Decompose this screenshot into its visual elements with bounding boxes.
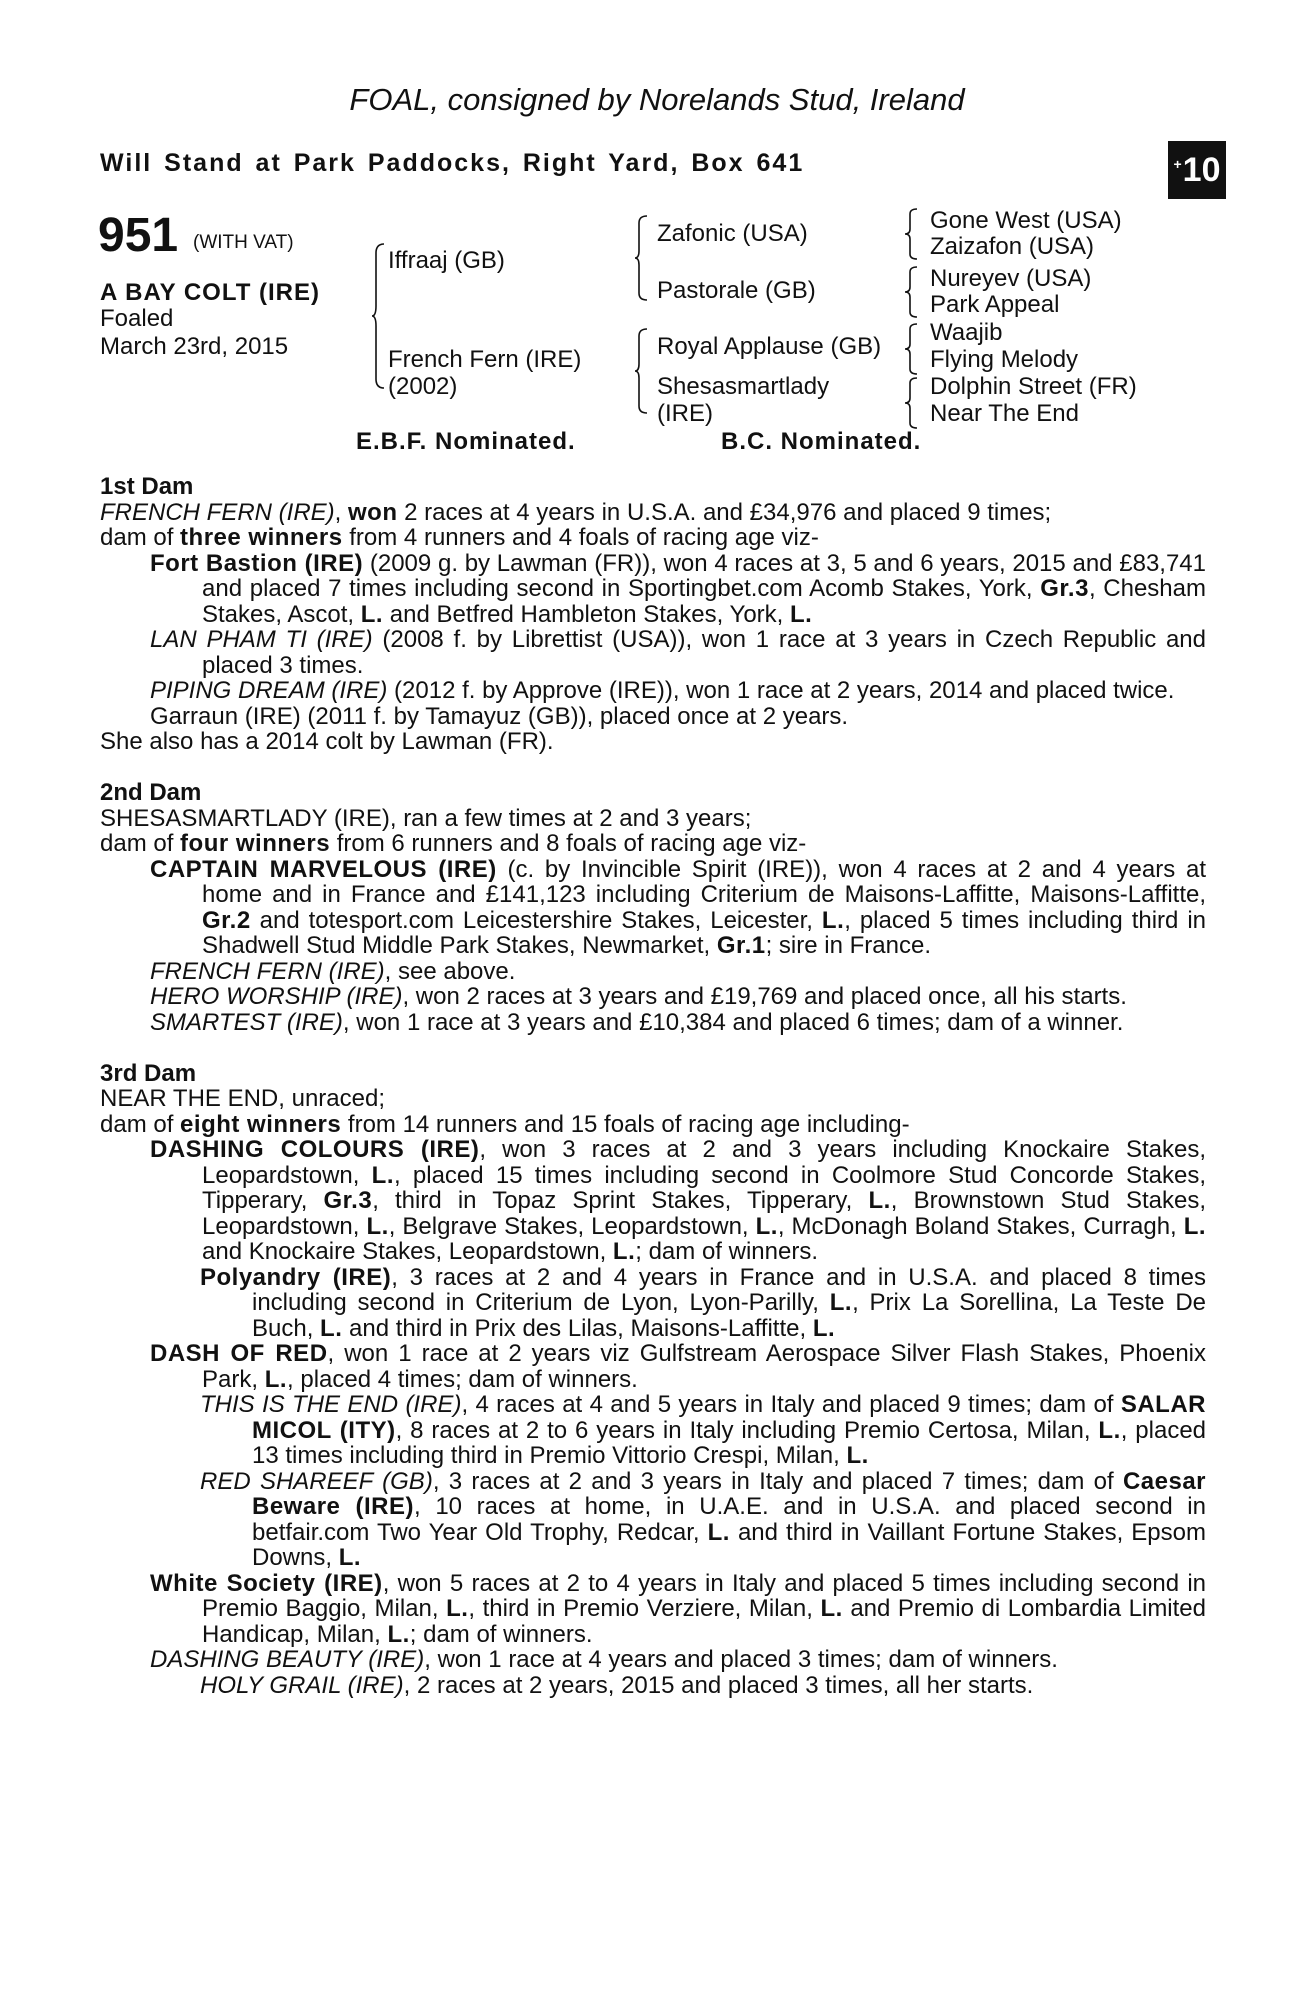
produce-garraun: Garraun (IRE) (2011 f. by Tamayuz (GB)), placed once at 2 years. [150, 702, 849, 730]
first-dam-name: FRENCH FERN (IRE) [100, 498, 335, 526]
first-dam-also: She also has a 2014 colt by Lawman (FR). [100, 728, 554, 755]
produce-captain-marvelous: CAPTAIN MARVELOUS (IRE) (c. by Invincible Spirit (IRE)), won 4 races at 2 and 4 years at home and in France and £141,123 including Criterium de Maisons-Laffitte, Maisons-Laffitte, Gr.2 and totesport.com Leicestershire Stakes, Leicester, L., placed 5 times including third in Shadwell Stud Middle Park Stakes, Newmarket, Gr.1; sire in France. [150, 855, 1207, 959]
g-flying-melody: Flying Melody [930, 346, 1079, 373]
pedigree-brace-g4 [905, 377, 919, 434]
first-dam-heading: 1st Dam [100, 473, 194, 500]
produce-smartest: SMARTEST (IRE), won 1 race at 3 years and £10,384 and placed 6 times; dam of a winner. [150, 1008, 1124, 1036]
vat-note: (WITH VAT) [193, 232, 294, 253]
g-dolphin-street: Dolphin Street (FR) [930, 373, 1137, 400]
dam-dam-country: (IRE) [657, 400, 713, 427]
first-dam-produce-summary: dam of three winners from 4 runners and 4 foals of racing age viz- [100, 524, 819, 551]
catalogue-body [100, 474, 1206, 1698]
g-gone-west: Gone West (USA) [930, 207, 1122, 234]
produce-fort-bastion: Fort Bastion (IRE) (2009 g. by Lawman (FR)), won 4 races at 3, 5 and 6 years, 2015 and £83,741 and placed 7 times including second in Sportingbet.com Acomb Stakes, York, Gr.3, Chesham Stakes, Ascot, L. and Betfred Hambleton Stakes, York, L. [150, 549, 1207, 628]
sire-name: Iffraaj (GB) [388, 247, 505, 274]
pedigree-brace-g3 [905, 323, 919, 380]
pedigree-brace-sire [635, 215, 649, 306]
lot-title: A BAY COLT (IRE) [100, 279, 321, 306]
stand-location: Will Stand at Park Paddocks, Right Yard, Box 641 [100, 149, 805, 177]
produce-dash-of-red: DASH OF RED, won 1 race at 2 years viz Gulfstream Aerospace Silver Flash Stakes, Phoenix Park, L., placed 4 times; dam of winners. [150, 1340, 1207, 1393]
second-dam-summary: SHESASMARTLADY (IRE), ran a few times at 2 and 3 years; [100, 804, 752, 832]
dam-year: (2002) [388, 373, 458, 400]
ebf-nominated: E.B.F. Nominated. [356, 428, 576, 455]
produce-this-is-the-end: THIS IS THE END (IRE), 4 races at 4 and 5 years in Italy and placed 9 times; dam of SALAR MICOL (ITY), 8 races at 2 to 6 years in Italy including Premio Certosa, Milan, L., placed 13 times including third in Premio Vittorio Crespi, Milan, L. [200, 1391, 1207, 1469]
second-dam-produce-summary: dam of four winners from 6 runners and 8 foals of racing age viz- [100, 830, 807, 857]
foaled-label: Foaled [100, 305, 174, 332]
bc-nominated: B.C. Nominated. [721, 428, 922, 455]
sire-sire: Zafonic (USA) [657, 220, 808, 247]
g-park-appeal: Park Appeal [930, 291, 1060, 318]
dam-sire: Royal Applause (GB) [657, 333, 882, 360]
third-dam-summary: NEAR THE END, unraced; [100, 1085, 385, 1112]
dam-dam: Shesasmartlady [657, 373, 830, 400]
produce-lan-pham-ti: LAN PHAM TI (IRE) (2008 f. by Librettist (USA)), won 1 race at 3 years in Czech Republic and placed 3 times. [150, 626, 1206, 679]
lot-badge [1168, 141, 1226, 199]
third-dam-heading: 3rd Dam [100, 1059, 197, 1087]
produce-red-shareef: RED SHAREEF (GB), 3 races at 2 and 3 years in Italy and placed 7 times; dam of Caesar Beware (IRE), 10 races at home, in U.A.E. and in U.S.A. and placed second in betfair.com Two Year Old Trophy, Redcar, L. and third in Vaillant Fortune Stakes, Epsom Downs, L. [200, 1467, 1206, 1571]
third-dam-produce-summary: dam of eight winners from 14 runners and 15 foals of racing age including- [100, 1110, 910, 1138]
produce-polyandry: Polyandry (IRE), 3 races at 2 and 4 years in France and in U.S.A. and placed 8 times including second in Criterium de Lyon, Lyon-Parilly, L., Prix La Sorellina, La Teste De Buch, L. and third in Prix des Lilas, Maisons-Laffitte, L. [200, 1263, 1206, 1342]
sire-dam: Pastorale (GB) [657, 277, 816, 304]
produce-dashing-colours: DASHING COLOURS (IRE), won 3 races at 2 and 3 years including Knockaire Stakes, Leopardstown, L., placed 15 times including second in Coolmore Stud Concorde Stakes, Tipperary, Gr.3, third in Topaz Sprint Stakes, Tipperary, L., Brownstown Stud Stakes, Leopardstown, L., Belgrave Stakes, Leopardstown, L., McDonagh Boland Stakes, Curragh, L. and Knockaire Stakes, Leopardstown, L.; dam of winners. [150, 1136, 1207, 1265]
produce-dashing-beauty: DASHING BEAUTY (IRE), won 1 race at 4 years and placed 3 times; dam of winners. [150, 1646, 1058, 1673]
g-waajib: Waajib [930, 319, 1003, 346]
g-nureyev: Nureyev (USA) [930, 265, 1092, 292]
second-dam-heading: 2nd Dam [100, 779, 202, 806]
produce-piping-dream: PIPING DREAM (IRE) (2012 f. by Approve (IRE)), won 1 race at 2 years, 2014 and placed twice. [150, 677, 1175, 704]
produce-french-fern: FRENCH FERN (IRE), see above. [150, 957, 516, 985]
badge-plus: + [1173, 156, 1182, 172]
g-zaizafon: Zaizafon (USA) [930, 233, 1095, 260]
pedigree-brace-dam [635, 328, 649, 419]
foaled-date: March 23rd, 2015 [100, 333, 289, 360]
g-near-the-end: Near The End [930, 400, 1079, 427]
produce-holy-grail: HOLY GRAIL (IRE), 2 races at 2 years, 2015 and placed 3 times, all her starts. [200, 1671, 1034, 1699]
first-dam-summary: FRENCH FERN (IRE), won 2 races at 4 years in U.S.A. and £34,976 and placed 9 times; [100, 498, 1052, 526]
pedigree-brace-g2 [905, 266, 919, 323]
lot-number: 951 [98, 209, 179, 262]
produce-white-society: White Society (IRE), won 5 races at 2 to 4 years in Italy and placed 5 times including second in Premio Baggio, Milan, L., third in Premio Verziere, Milan, L. and Premio di Lombardia Limited Handicap, Milan, L.; dam of winners. [150, 1569, 1207, 1648]
badge-label: 10 [1182, 150, 1221, 189]
produce-hero-worship: HERO WORSHIP (IRE), won 2 races at 3 years and £19,769 and placed once, all his starts. [150, 983, 1127, 1010]
dam-name: French Fern (IRE) [388, 346, 582, 373]
pedigree-brace-g1 [905, 208, 919, 265]
consignor-line: FOAL, consigned by Norelands Stud, Ireland [349, 82, 965, 117]
